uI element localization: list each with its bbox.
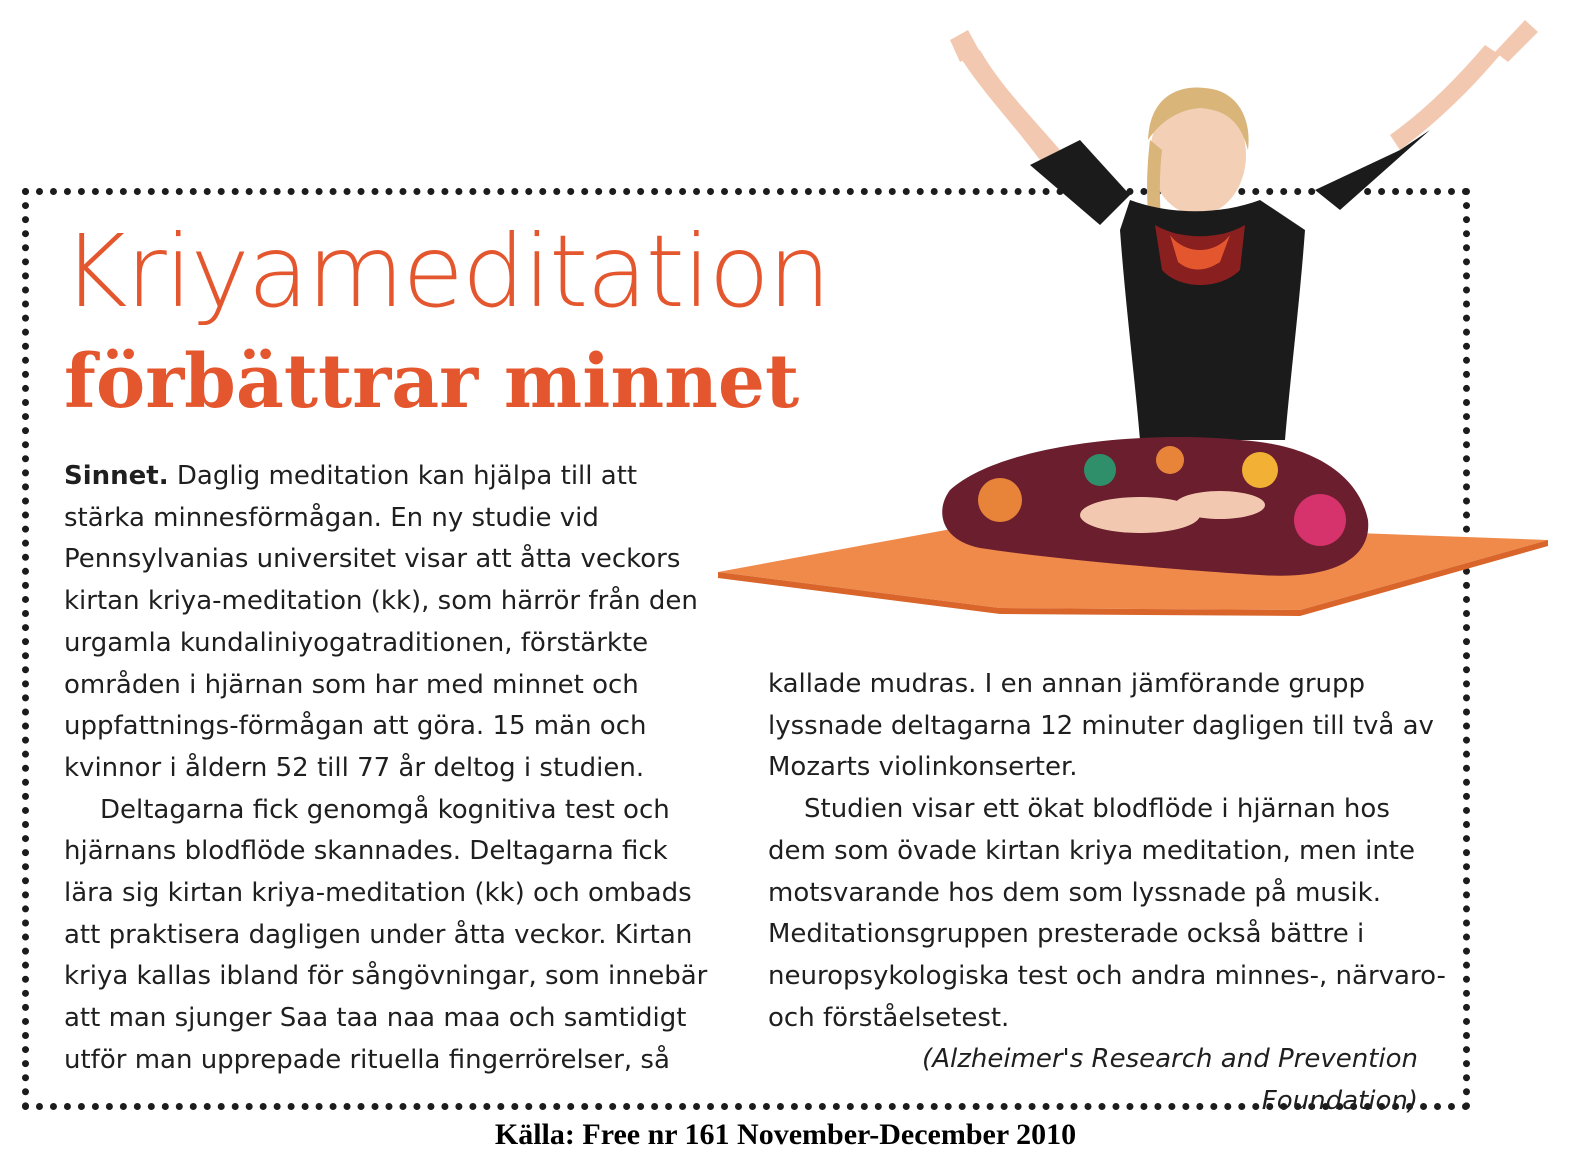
article-paragraph-2-continued: kallade mudras. I en annan jämförande grupp lyssnade deltagarna 12 minuter dagligen till två av Mozarts violinkonserter. (768, 669, 1434, 783)
headline-subtitle: förbättrar minnet (64, 339, 800, 425)
article-lead-text: Daglig meditation kan hjälpa till att stärka minnesförmågan. En ny studie vid Pennsylvanias universitet visar att åtta veckors kirtan kriya-meditation (kk), som härrör från den urgamla kundaliniyogatraditionen, förstärkte områden i hjärnan som har med minnet och uppfattnings-förmågan att göra. 15 män och kvinnor i åldern 52 till 77 år deltog i studien. (64, 461, 698, 783)
article-paragraph-2: Deltagarna fick genomgå kognitiva test och hjärnans blodflöde skannades. Deltagarna fick lära sig kirtan kriya-meditation (kk) och ombads att praktisera dagligen under åtta veckor. Kirtan kriya kallas ibland för sångövningar, som innebär att man sjunger Saa taa naa maa och samtidigt utför man upprepade rituella fingerrörelser, så (64, 794, 708, 1075)
article-source: (Alzheimer's Research and Prevention Foundation) (922, 1044, 1418, 1117)
left-arm (962, 50, 1060, 160)
article-column-right (768, 664, 1448, 1123)
article-column-left (64, 456, 724, 1082)
right-arm (1390, 45, 1500, 150)
headline-title: Kriyameditation (62, 213, 830, 330)
article-paragraph-1 (64, 456, 724, 790)
article-lead-word: Sinnet. (64, 461, 169, 491)
source-caption: Källa: Free nr 161 November-December 2010 (494, 1118, 1077, 1151)
article-paragraph-3: Studien visar ett ökat blodflöde i hjärnan hos dem som övade kirtan kriya meditation, men inte motsvarande hos dem som lyssnade på musik. Meditationsgruppen presterade också bättre i neuropsykologiska test och andra minnes-, närvaro- och förståelsetest. (768, 794, 1446, 1033)
meditating-woman-photo (700, 0, 1571, 620)
